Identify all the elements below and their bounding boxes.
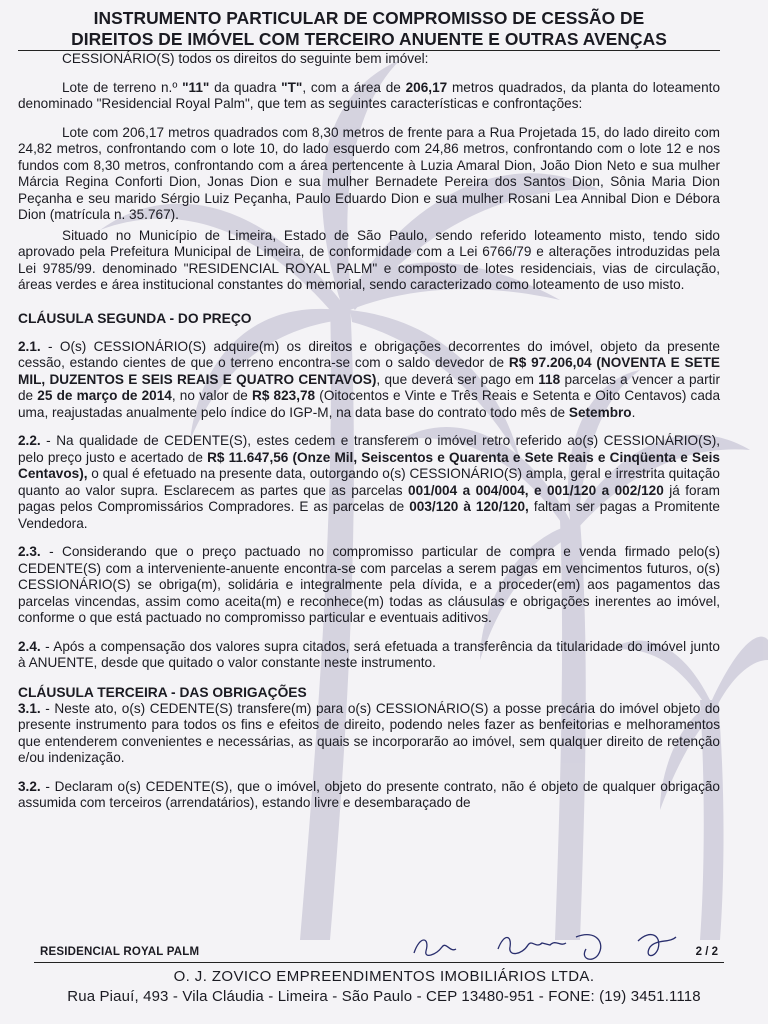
clausula-terceira-heading: CLÁUSULA TERCEIRA - DAS OBRIGAÇÕES	[18, 684, 307, 700]
clausula-segunda-heading: CLÁUSULA SEGUNDA - DO PREÇO	[18, 310, 252, 326]
clause-2-3: 2.3. - Considerando que o preço pactuado no compromisso particular de compra e venda firmado pelo(s) CEDENTE(S) com a interveniente-anuente encontra-se com parcelas a serem pagas em vencimentos futuros, o(s) CESSIONÁRIO(S) se obriga(m), solidária e integralmente pela dívida, e a proceder(em) aos pagamentos das parcelas vincendas, assim como aceita(m) e reconhece(m) todas as cláusulas e obrigações inerentes ao imóvel, conforme o que está pactuado no compromisso particular e eventuais aditivos.	[18, 544, 720, 625]
clause-3-2: 3.2. - Declaram o(s) CEDENTE(S), que o imóvel, objeto do presente contrato, não é objeto de qualquer obrigação assumida com terceiros (arrendatários), estando livre e desembaraçado de	[18, 778, 720, 810]
company-name: O. J. ZOVICO EMPREENDIMENTOS IMOBILIÁRIOS LTDA.	[173, 968, 595, 985]
clause-3-1: 3.1. - Neste ato, o(s) CEDENTE(S) transfere(m) para o(s) CESSIONÁRIO(S) a posse precária do imóvel objeto do presente instrumento para todos os fins e efeitos de direito, podendo neles fazer as benfeitorias e melhoramentos que entenderem convenientes e necessárias, as quais se incorporarão ao imóvel, sem qualquer direito de retenção e/ou indenização.	[18, 700, 720, 765]
footer-residencial-label: RESIDENCIAL ROYAL PALM	[40, 946, 200, 958]
page-number: 2 / 2	[695, 946, 718, 958]
document-content	[18, 8, 720, 812]
clause-2-4: 2.4. - Após a compensação dos valores supra citados, será efetuada a transferência da titularidade do imóvel junto à ANUENTE, desde que quitado o valor constante neste instrumento.	[18, 638, 720, 670]
intro-paragraph: CESSIONÁRIO(S) todos os direitos do seguinte bem imóvel:	[62, 51, 429, 66]
title-line-2: DIREITOS DE IMÓVEL COM TERCEIRO ANUENTE E OUTRAS AVENÇAS	[71, 29, 667, 49]
clause-2-1: 2.1. - O(s) CESSIONÁRIO(S) adquire(m) os direitos e obrigações decorrentes do imóvel, objeto da presente cessão, estando cientes de que o terreno encontra-se com o saldo devedor de R$ 97.206,04 (NOVENTA E SETE MIL, DUZENTOS E SEIS REAIS E QUATRO CENTAVOS), que deverá ser pago em 118 parcelas a vencer a partir de 25 de março de 2014, no valor de R$ 823,78 (Oitocentos e Vinte e Três Reais e Setenta e Oito Centavos) cada uma, reajustadas anualmente pelo índice do IGP-M, na data base do contrato todo mês de Setembro.	[18, 338, 721, 420]
situado-paragraph: Situado no Município de Limeira, Estado de São Paulo, sendo referido loteamento misto, tendo sido aprovado pela Prefeitura Municipal de Limeira, de conformidade com a Lei 6766/79 e alterações introduzidas pela Lei 9785/99. denominado "RESIDENCIAL ROYAL PALM" e composto de lotes residenciais, vias de circulação, áreas verdes e área institucional constantes do memorial, sendo caracterizado como loteamento de uso misto.	[18, 227, 720, 292]
clause-2-2: 2.2. - Na qualidade de CEDENTE(S), estes cedem e transferem o imóvel retro referido ao(s) CESSIONÁRIO(S), pelo preço justo e acertado de R$ 11.647,56 (Onze Mil, Seiscentos e Quarenta e Sete Reais e Cinqüenta e Seis Centavos), o qual é efetuado na presente data, outorgando o(s) CESSIONÁRIO(S) ampla, geral e irrestrita quitação quanto ao valor supra. Esclarecem as partes que as parcelas 001/004 a 004/004, e 001/120 a 002/120 já foram pagas pelos Compromissários Compradores. E as parcelas de 003/120 à 120/120, faltam ser pagas a Promitente Vendedora.	[18, 433, 720, 531]
confrontacoes-paragraph: Lote com 206,17 metros quadrados com 8,30 metros de frente para a Rua Projetada 15, do lado direito com 24,82 metros, confrontando com o lote 10, do lado esquerdo com 24,86 metros, confrontando com o lote 12 e nos fundos com 8,30 metros, confrontando com a área pertencente à Luzia Amaral Dion, João Dion Neto e sua mulher Márcia Regina Conforti Dion, Jonas Dion e sua mulher Bernadete Pereira dos Santos Dion, Sônia Maria Dion Peçanha e seu marido Sérgio Luiz Peçanha, Paulo Eduardo Dion e sua mulher Rosani Lea Annibal Dion e Débora Dion (matrícula n. 35.767).	[18, 124, 720, 222]
lote-paragraph: Lote de terreno n.º "11" da quadra "T", com a área de 206,17 metros quadrados, da planta do loteamento denominado "Residencial Royal Palm", que tem as seguintes características e confrontações:	[18, 79, 721, 111]
title-line-1: INSTRUMENTO PARTICULAR DE COMPROMISSO DE CESSÃO DE	[93, 8, 645, 28]
company-address: Rua Piauí, 493 - Vila Cláudia - Limeira - São Paulo - CEP 13480-951 - FONE: (19) 3451.1118	[67, 988, 701, 1005]
document-title	[18, 8, 720, 50]
handwritten-signatures	[400, 925, 710, 965]
